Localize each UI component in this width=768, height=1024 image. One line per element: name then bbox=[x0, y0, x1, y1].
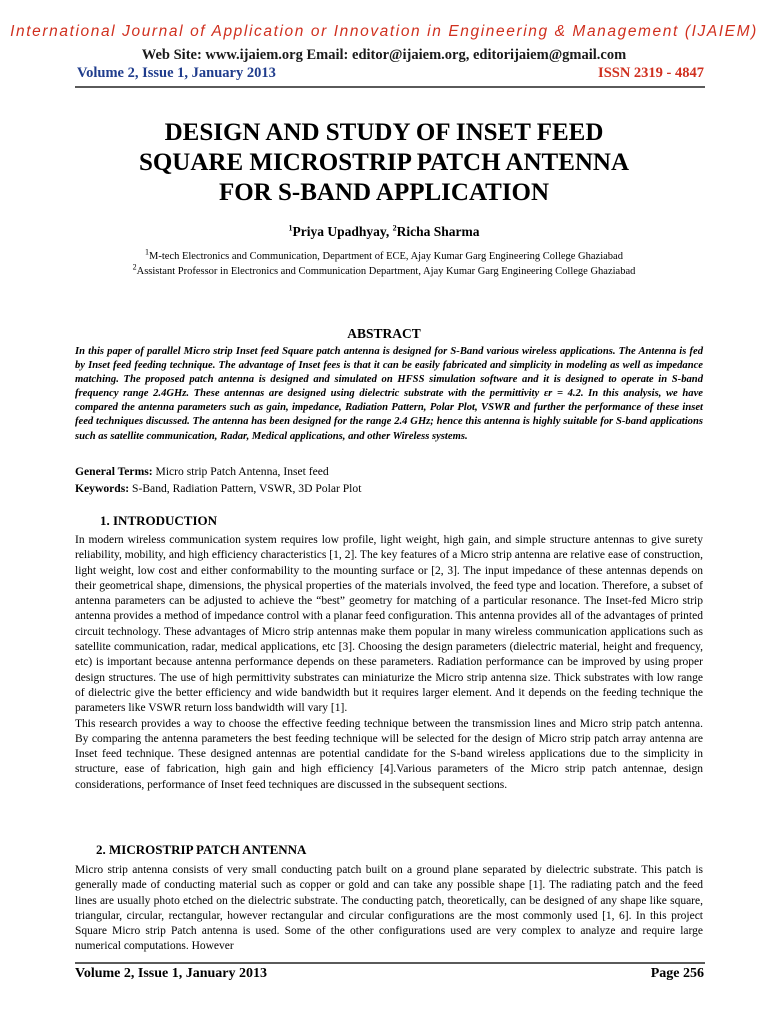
abstract-heading: ABSTRACT bbox=[347, 326, 421, 341]
paper-title bbox=[60, 118, 708, 208]
section-body bbox=[75, 863, 703, 955]
section-heading: 2. MICROSTRIP PATCH ANTENNA bbox=[96, 842, 307, 857]
keywords-value: S-Band, Radiation Pattern, VSWR, 3D Polar Plot bbox=[129, 482, 362, 495]
affiliation-marker: 1 bbox=[145, 247, 150, 257]
journal-contact: Web Site: www.ijaiem.org Email: editor@ijaiem.org, editorijaiem@gmail.com bbox=[141, 47, 627, 63]
paragraph: This research provides a way to choose the effective feeding technique between the transmission lines and Micro strip patch antenna. By comparing the antenna parameters the best feeding technique will be selected for the design of Micro strip patch array antenna are Inset feed technique. These designed antennas are potential candidate for the S-band wireless applications due to the simplicity in structure, ease of fabrication, high gain and high efficiency [4].Various parameters of the Micro strip patch antennae, design considerations, performance of Inset feed techniques are discussed in the subsequent sections. bbox=[75, 717, 703, 791]
footer-rule bbox=[75, 962, 705, 964]
keywords bbox=[75, 482, 361, 495]
paragraph: In modern wireless communication system requires low profile, light weight, high gain, and simple structure antennas to give surety reliability, mobility, and high efficiency characteristics [1, 2]. The key features of a Micro strip antenna are relative ease of construction, light weight, low cost and either conformability to the mounting surface or [2, 3]. The input impedance of these antennas depends on their geometrical shape, dimensions, the physical properties of the materials involved, the feed type and location. Therefore, a subset of antenna parameters can be adjusted to achieve the “best” geometry for matching of a particular resonance. The Inset-fed Micro strip antenna provides a method of impedance control with a planar feed configuration. This antenna provides all of the advantages of printed circuit technology. These advantages of Micro strip antennas make them popular in many wireless communication applications such as satellite communication, radar, medical applications, etc [3]. Choosing the design parameters (dielectric material, height and frequency, etc) is important because antenna performance depends on these parameters. Radiation performance can be improved by using proper design structures. The use of high permittivity substrates can miniaturize the Micro strip antenna size. Thick substrates with low range of dielectric give the better efficiency and wide bandwidth but it requires larger element. And it depends on the feeding technique the parameters like VSWR return loss bandwidth will vary [1]. bbox=[75, 534, 703, 715]
affiliation-text: M-tech Electronics and Communication, Department of ECE, Ajay Kumar Garg Engineering College Ghaziabad bbox=[149, 251, 623, 262]
header-issn: ISSN 2319 - 4847 bbox=[598, 65, 704, 81]
affiliation-marker: 2 bbox=[132, 262, 137, 272]
paper-title-line: FOR S-BAND APPLICATION bbox=[218, 179, 550, 206]
general-terms bbox=[75, 465, 329, 478]
section-heading: 1. INTRODUCTION bbox=[100, 513, 218, 528]
author-list bbox=[0, 224, 768, 240]
general-terms-label: General Terms: bbox=[75, 465, 153, 478]
footer-volume: Volume 2, Issue 1, January 2013 bbox=[75, 966, 268, 981]
section-body bbox=[75, 533, 703, 793]
keywords-label: Keywords: bbox=[75, 482, 130, 495]
general-terms-value: Micro strip Patch Antenna, Inset feed bbox=[152, 465, 329, 478]
page-number: Page 256 bbox=[650, 966, 704, 981]
author-marker: 1 bbox=[288, 223, 293, 233]
affiliation-text: Assistant Professor in Electronics and Communication Department, Ajay Kumar Garg Engineering College Ghaziabad bbox=[136, 266, 636, 277]
affiliation-1 bbox=[0, 247, 768, 262]
header-rule bbox=[75, 86, 705, 88]
abstract-text: In this paper of parallel Micro strip Inset feed Square patch antenna is designed for S-Band various wireless applications. The Antenna is fed by Inset feed feeding technique. The advantage of Inset fees is that it can be easily fabricated and simplicity in modeling as well as impedance matching. The proposed patch antenna is designed and simulated on HFSS simulation software and it is designed to operate in S-band frequency range 2.4GHz. These antennas are designed using dielectric substrate with the permittivity εr = 4.2. In this analysis, we have compared the antenna parameters such as gain, impedance, Radiation Pattern, Polar Plot, VSWR and further the performance of these inset feed techniques discussed. The antenna has been designed for the range 2.4 GHz; hence this antenna is highly suitable for S-band applications such as satellite communication, Radar, Medical applications, and other Wireless systems. bbox=[75, 346, 703, 442]
affiliation-2 bbox=[0, 262, 768, 277]
author-marker: 2 bbox=[392, 223, 397, 233]
author-name: Richa Sharma bbox=[396, 224, 480, 239]
paragraph: Micro strip antenna consists of very small conducting patch built on a ground plane separated by dielectric substrate. This patch is generally made of conducting material such as copper or gold and can take any possible shape [1]. The radiating patch and the feed lines are usually photo etched on the dielectric substrate. The conducting patch, theoretically, can be designed of any shape like square, triangular, circular, rectangular, however rectangular and circular configurations are the most commonly used [1, 6]. In this project Square Micro strip Patch antenna is used. Some of the other configurations used are very complex to analyze and require large numerical computations. However bbox=[75, 864, 703, 953]
journal-title: International Journal of Application or Innovation in Engineering & Management (IJAIEM) bbox=[10, 23, 758, 40]
header-volume: Volume 2, Issue 1, January 2013 bbox=[77, 65, 276, 81]
author-name: Priya Upadhyay, bbox=[292, 224, 393, 239]
paper-title-line: DESIGN AND STUDY OF INSET FEED bbox=[164, 119, 604, 146]
paper-title-line: SQUARE MICROSTRIP PATCH ANTENNA bbox=[138, 149, 630, 176]
